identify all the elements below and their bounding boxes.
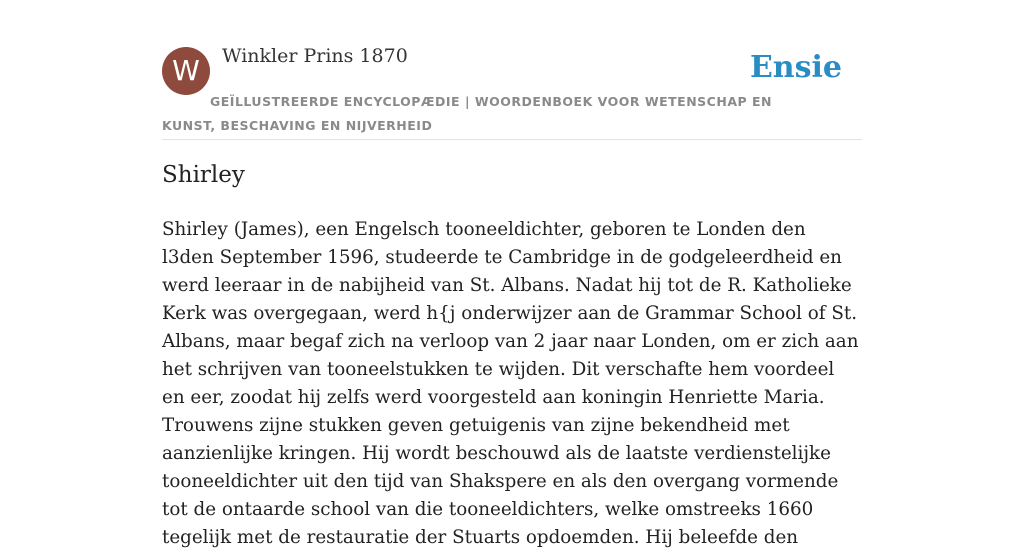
source-title[interactable]: Winkler Prins 1870 (222, 45, 408, 67)
source-avatar[interactable]: W (162, 47, 210, 95)
entry-title: Shirley (162, 162, 245, 188)
header-divider (162, 139, 862, 140)
ensie-logo[interactable]: Ensie (749, 50, 842, 85)
source-subtitle: GEÏLLUSTREERDE ENCYCLOPÆDIE | WOORDENBOEK VOOR WETENSCHAP EN KUNST, BESCHAVING EN NIJVERHEID (162, 94, 773, 133)
entry-body: Shirley (James), een Engelsch tooneeldichter, geboren te Londen den l3den September 1596, studeerde te Cambridge in de godgeleerdheid en werd leeraar in de nabijheid van St. Albans. Nadat hij tot de R. Katholieke Kerk was overgegaan, werd h{j onderwijzer aan de Grammar School of St. Albans, maar begaf zich na verloop van 2 jaar naar Londen, om er zich aan het schrijven van tooneelstukken te wijden. Dit verschafte hem voordeel en eer, zoodat hij zelfs werd voorgesteld aan koningin Henriette Maria. Trouwens zijne stukken geven getuigenis van zijne bekendheid met aanzienlijke kringen. Hij wordt beschouwd als de laatste verdienstelijke tooneeldichter uit den tijd van Shakspere en als den overgang vormende tot de ontaarde school van die tooneeldichters, welke omstreeks 1660 tegelijk met de restauratie der Stuarts opdoemden. Hij beleefde den (162, 219, 859, 548)
